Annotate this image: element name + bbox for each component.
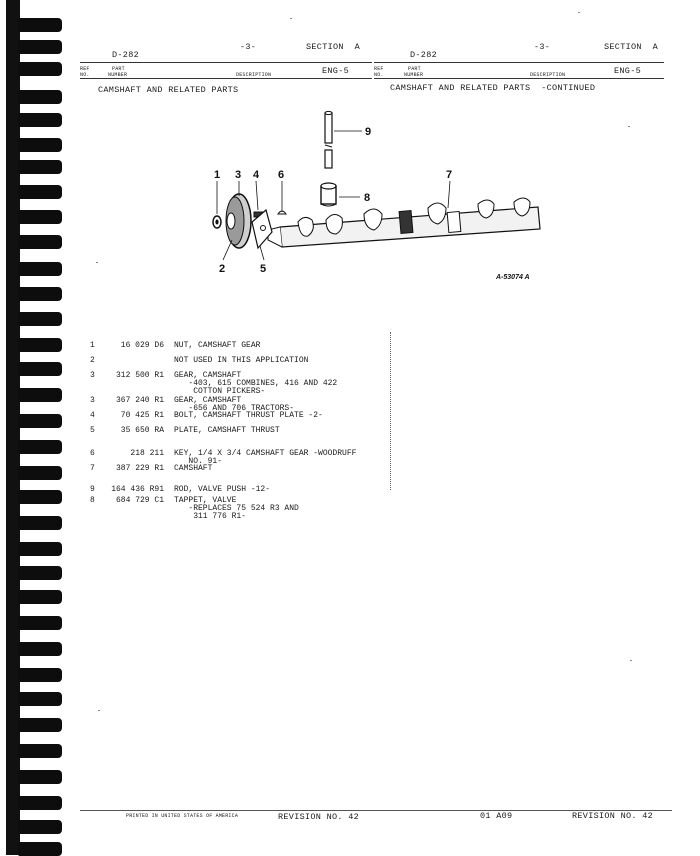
binder-ring xyxy=(18,796,62,810)
binder-ring xyxy=(18,820,62,834)
binder-ring xyxy=(18,542,62,556)
part-description: GEAR, CAMSHAFT xyxy=(174,371,242,380)
callout-6: 6 xyxy=(278,169,285,181)
part-description: NO. 91- xyxy=(174,457,223,466)
binder-ring xyxy=(18,18,62,32)
part-description: 311 776 R1- xyxy=(174,512,247,521)
right-col-part-2: NUMBER xyxy=(404,72,424,78)
part-description: CAMSHAFT xyxy=(174,464,213,473)
part-number: 164 436 R91 xyxy=(111,485,164,494)
left-page-number: -3- xyxy=(240,42,257,52)
left-col-ref-2: NO. xyxy=(80,72,90,78)
binder-ring xyxy=(18,160,62,174)
part-ref-number: 6 xyxy=(90,449,95,458)
left-col-description: DESCRIPTION xyxy=(236,72,272,78)
part-ref-number: 1 xyxy=(90,341,95,350)
part-ref-number: 7 xyxy=(90,464,95,473)
camshaft-exploded-diagram xyxy=(68,0,700,300)
callout-3: 3 xyxy=(235,169,242,181)
part-description: -403, 615 COMBINES, 416 AND 422 xyxy=(174,379,338,388)
part-number: 312 500 R1 xyxy=(115,371,164,380)
part-ref-number: 9 xyxy=(90,485,95,494)
callout-4: 4 xyxy=(253,169,260,181)
left-section: SECTION A xyxy=(306,42,361,52)
binder-ring xyxy=(18,388,62,402)
binder-ring xyxy=(18,210,62,224)
right-col-ref-1: REF xyxy=(374,66,384,72)
binder-ring xyxy=(18,770,62,784)
part-ref-number: 8 xyxy=(90,496,95,505)
left-col-ref-1: REF xyxy=(80,66,90,72)
binder-ring xyxy=(18,262,62,276)
binder-ring xyxy=(18,718,62,732)
part-ref-number: 4 xyxy=(90,411,95,420)
part-number: 218 211 xyxy=(130,449,164,458)
part-number: 387 229 R1 xyxy=(115,464,164,473)
callout-2: 2 xyxy=(219,263,226,275)
scan-speck xyxy=(578,12,580,13)
binder-ring xyxy=(18,642,62,656)
right-code: ENG-5 xyxy=(614,66,642,76)
binder-ring xyxy=(18,566,62,580)
binder-ring xyxy=(18,90,62,104)
valve-tappet xyxy=(321,183,336,206)
part-number: 684 729 C1 xyxy=(115,496,164,505)
scan-speck xyxy=(290,18,292,19)
part-description: TAPPET, VALVE xyxy=(174,496,237,505)
document-page xyxy=(68,0,700,855)
binder-ring xyxy=(18,235,62,249)
binder-ring xyxy=(18,113,62,127)
footer-revision-left: REVISION NO. 42 xyxy=(278,812,360,822)
part-number: 16 029 D6 xyxy=(120,341,164,350)
column-divider xyxy=(390,332,391,490)
right-section: SECTION A xyxy=(604,42,659,52)
binder-ring xyxy=(18,287,62,301)
scan-speck xyxy=(98,710,100,711)
right-doc-number: D-282 xyxy=(410,50,438,60)
binder-ring xyxy=(18,414,62,428)
left-col-part-1: PART xyxy=(112,66,125,72)
part-description: NOT USED IN THIS APPLICATION xyxy=(174,356,309,365)
binder-ring xyxy=(18,312,62,326)
binder-ring xyxy=(18,616,62,630)
right-page-number: -3- xyxy=(534,42,551,52)
binder-ring xyxy=(18,62,62,76)
binder-ring xyxy=(18,842,62,856)
binder-ring xyxy=(18,40,62,54)
callout-1: 1 xyxy=(214,169,221,181)
part-ref-number: 5 xyxy=(90,426,95,435)
left-doc-number: D-282 xyxy=(112,50,140,60)
part-number: 35 650 RA xyxy=(120,426,164,435)
binder-ring xyxy=(18,668,62,682)
scan-speck xyxy=(96,262,98,263)
part-number: 367 240 R1 xyxy=(115,396,164,405)
left-col-part-2: NUMBER xyxy=(108,72,128,78)
binder-ring xyxy=(18,185,62,199)
binder-ring xyxy=(18,744,62,758)
binder-ring xyxy=(18,338,62,352)
callout-7: 7 xyxy=(446,169,453,181)
part-ref-number: 3 xyxy=(90,371,95,380)
printed-notice: PRINTED IN UNITED STATES OF AMERICA xyxy=(126,813,239,819)
scan-speck xyxy=(630,660,632,661)
part-description: NUT, CAMSHAFT GEAR xyxy=(174,341,261,350)
footer-revision-right: REVISION NO. 42 xyxy=(572,811,654,821)
binder-ring xyxy=(18,138,62,152)
left-section-title: CAMSHAFT AND RELATED PARTS xyxy=(98,85,239,95)
push-rod xyxy=(325,111,332,168)
camshaft xyxy=(268,198,540,247)
part-description: BOLT, CAMSHAFT THRUST PLATE -2- xyxy=(174,411,323,420)
left-code: ENG-5 xyxy=(322,66,350,76)
part-description: COTTON PICKERS- xyxy=(174,387,266,396)
right-col-ref-2: NO. xyxy=(374,72,384,78)
right-section-title: CAMSHAFT AND RELATED PARTS -CONTINUED xyxy=(390,83,596,93)
camshaft-gear xyxy=(226,194,251,248)
part-description: -REPLACES 75 524 R3 AND xyxy=(174,504,299,513)
part-ref-number: 3 xyxy=(90,396,95,405)
part-description: ROD, VALVE PUSH -12- xyxy=(174,485,271,494)
camshaft-gear-nut xyxy=(213,216,221,228)
binder-spine xyxy=(0,0,64,855)
callout-5: 5 xyxy=(260,263,267,275)
scan-speck xyxy=(628,126,630,127)
callout-9: 9 xyxy=(365,126,372,138)
figure-id: A-53074 A xyxy=(496,274,530,281)
part-description: KEY, 1/4 X 3/4 CAMSHAFT GEAR -WOODRUFF xyxy=(174,449,357,458)
footer-code: 01 A09 xyxy=(480,811,513,821)
part-description: -656 AND 706 TRACTORS- xyxy=(174,404,295,413)
right-col-part-1: PART xyxy=(408,66,421,72)
binder-ring xyxy=(18,516,62,530)
binder-ring xyxy=(18,490,62,504)
binder-ring xyxy=(18,362,62,376)
binder-ring xyxy=(18,440,62,454)
binder-ring xyxy=(18,692,62,706)
right-col-description: DESCRIPTION xyxy=(530,72,566,78)
binder-ring xyxy=(18,590,62,604)
part-ref-number: 2 xyxy=(90,356,95,365)
part-number: 70 425 R1 xyxy=(120,411,164,420)
binder-ring xyxy=(18,466,62,480)
part-description: PLATE, CAMSHAFT THRUST xyxy=(174,426,280,435)
part-description: GEAR, CAMSHAFT xyxy=(174,396,242,405)
callout-8: 8 xyxy=(364,192,371,204)
